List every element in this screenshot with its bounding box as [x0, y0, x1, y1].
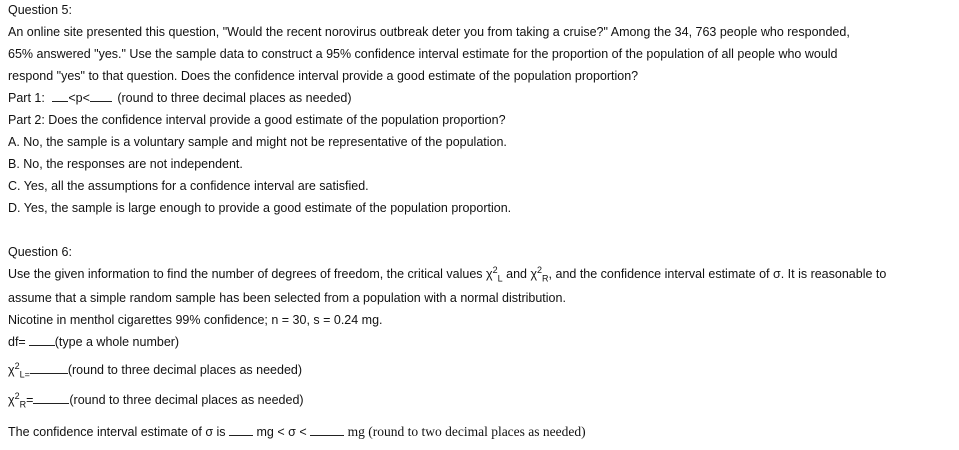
q5-text-line-2: 65% answered "yes." Use the sample data to construct a 95% confidence interval estimate for the proportion of the population of all people who would	[8, 47, 838, 61]
q6-heading: Question 6:	[8, 245, 72, 259]
q5-option-a[interactable]: A. No, the sample is a voluntary sample and might not be representative of the population.	[8, 135, 507, 149]
q5-option-b[interactable]: B. No, the responses are not independent.	[8, 157, 243, 171]
df-label: df=	[8, 335, 26, 349]
q5-heading: Question 5:	[8, 3, 72, 17]
chi-r-equals: =	[26, 393, 34, 407]
q6-line1-text-a: Use the given information to find the number of degrees of freedom, the critical values	[8, 267, 483, 281]
chi-r-symbol: $\chi^2_R$	[530, 264, 549, 284]
ci-note: mg (round to two decimal places as needed)	[347, 424, 586, 439]
q5-part2: Part 2: Does the confidence interval provide a good estimate of the population proportion?	[8, 113, 506, 127]
q5-text-line-3: respond "yes" to that question. Does the confidence interval provide a good estimate of the population proportion?	[8, 69, 639, 83]
chi-l-symbol: $\chi^2_L$	[486, 264, 503, 284]
chi-l-note: (round to three decimal places as needed)	[67, 363, 303, 377]
q5-option-c[interactable]: C. Yes, all the assumptions for a confidence interval are satisfied.	[8, 179, 369, 193]
chi-r-input[interactable]	[33, 393, 69, 404]
q6-text-line-3: Nicotine in menthol cigarettes 99% confidence; n = 30, s = 0.24 mg.	[8, 313, 383, 327]
chi-l-row	[8, 362, 302, 378]
chi-l-label: $\chi^2_{L=}$	[8, 360, 30, 380]
q6-text-line-2: assume that a simple random sample has been selected from a population with a normal distribution.	[8, 291, 566, 305]
part1-note: (round to three decimal places as needed)	[117, 91, 352, 105]
p-lower-input[interactable]	[52, 91, 68, 102]
chi-r-row	[8, 392, 304, 408]
q6-line1-text-b: , and the confidence interval estimate of σ. It is reasonable to	[548, 267, 887, 281]
p-upper-input[interactable]	[90, 91, 112, 102]
chi-r-label: $\chi^2_R$	[8, 390, 27, 410]
df-note: (type a whole number)	[54, 335, 180, 349]
chi-r-note: (round to three decimal places as needed)	[69, 393, 304, 407]
q5-text-line-1: An online site presented this question, "Would the recent norovirus outbreak deter you from taking a cruise?" Among the 34, 763 people who responded,	[8, 25, 850, 39]
df-input[interactable]	[29, 335, 55, 346]
df-row	[8, 334, 179, 350]
part1-label: Part 1:	[8, 91, 45, 105]
and-text: and	[506, 267, 527, 281]
ci-upper-input[interactable]	[310, 425, 344, 436]
p-symbol: <p<	[68, 91, 90, 105]
q5-part1	[8, 90, 352, 106]
chi-l-input[interactable]	[30, 363, 68, 374]
q5-option-d[interactable]: D. Yes, the sample is large enough to provide a good estimate of the population proportion.	[8, 201, 512, 215]
ci-mid: mg < σ <	[256, 425, 307, 439]
ci-lower-input[interactable]	[229, 425, 253, 436]
q6-text-line-1	[8, 266, 886, 282]
ci-row	[8, 424, 586, 440]
ci-label: The confidence interval estimate of σ is	[8, 425, 226, 439]
